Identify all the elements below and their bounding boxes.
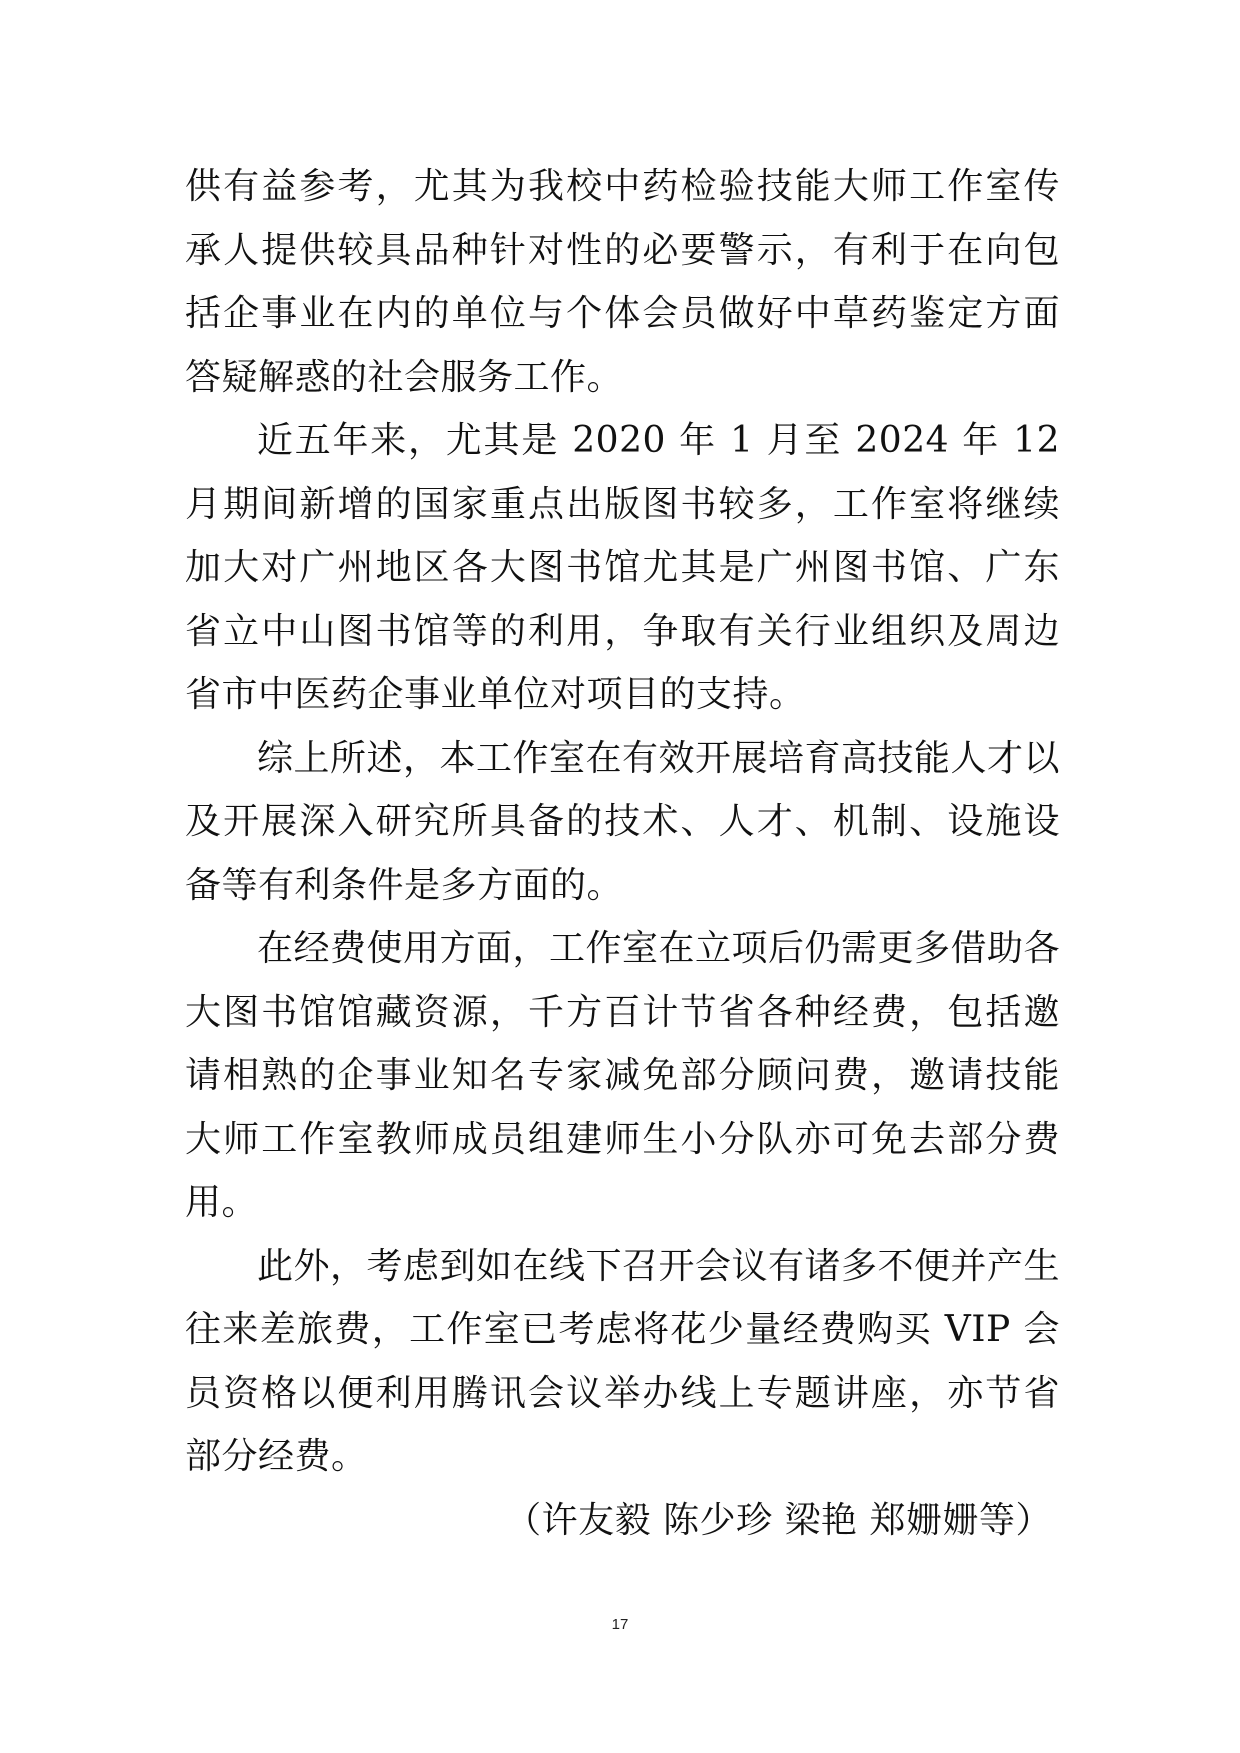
paragraph-funding: 在经费使用方面，工作室在立项后仍需更多借助各大图书馆馆藏资源，千方百计节省各种经费，包括邀请相熟的企事业知名专家减免部分顾问费，邀请技能大师工作室教师成员组建师生小分队亦可免去部分费用。	[185, 928, 1061, 1223]
page-number: 17	[611, 1616, 629, 1633]
paragraph-online-meetings: 此外，考虑到如在线下召开会议有诸多不便并产生往来差旅费，工作室已考虑将花少量经费购买 VIP 会员资格以便利用腾讯会议举办线上专题讲座，亦节省部分经费。	[185, 1245, 1061, 1477]
paragraph-summary: 综上所述，本工作室在有效开展培育高技能人才以及开展深入研究所具备的技术、人才、机制、设施设备等有利条件是多方面的。	[185, 737, 1061, 906]
paragraph-continuation: 供有益参考，尤其为我校中药检验技能大师工作室传承人提供较具品种针对性的必要警示，有利于在向包括企事业在内的单位与个体会员做好中草药鉴定方面答疑解惑的社会服务工作。	[185, 166, 1060, 398]
author-signature: （许友毅 陈少珍 梁艳 郑姗姗等）	[505, 1499, 1052, 1541]
document-body	[185, 155, 1060, 1552]
paragraph-recent-years: 近五年来，尤其是 2020 年 1 月至 2024 年 12 月期间新增的国家重点出版图书较多，工作室将继续加大对广州地区各大图书馆尤其是广州图书馆、广东省立中山图书馆等的利用，争取有关行业组织及周边省市中医药企事业单位对项目的支持。	[185, 420, 1060, 715]
